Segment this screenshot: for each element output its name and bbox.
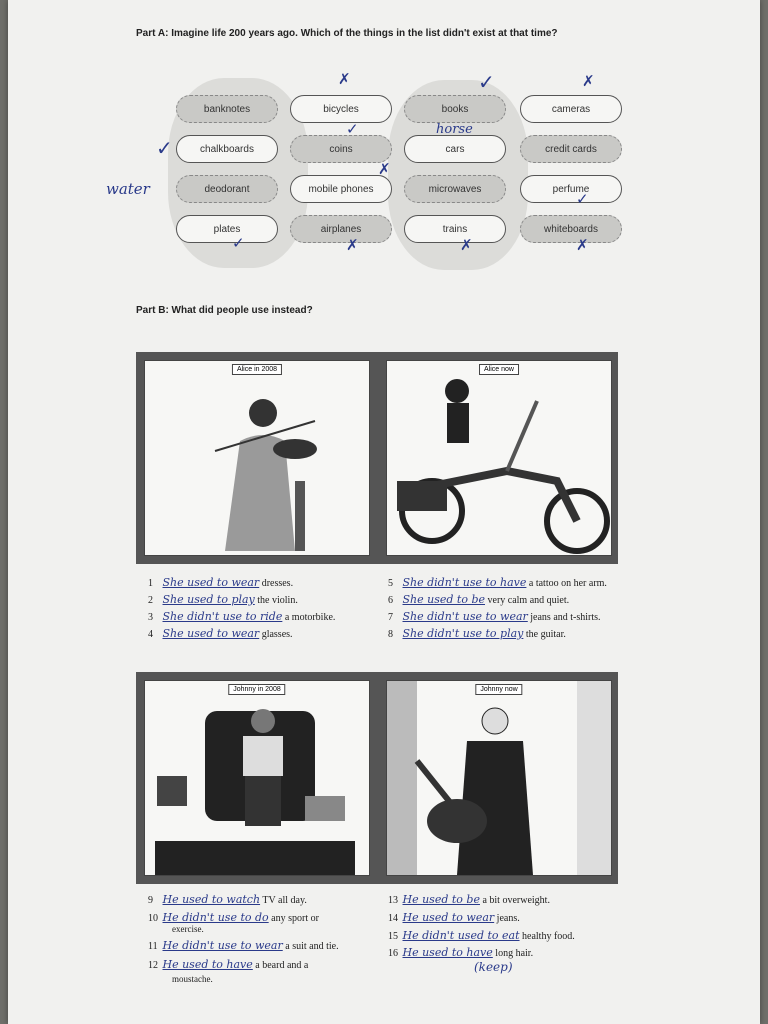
alice-2008-picture bbox=[144, 360, 370, 556]
sentence-number: 5 bbox=[388, 578, 393, 589]
sentence-10 bbox=[148, 911, 319, 924]
cross-mark-icon: ✗ bbox=[576, 236, 589, 254]
sentence-4 bbox=[148, 627, 293, 640]
check-mark-icon: ✓ bbox=[156, 136, 173, 160]
sentence-5 bbox=[388, 576, 607, 589]
sentence-number: 15 bbox=[388, 931, 398, 942]
sentence-text: the guitar. bbox=[525, 629, 566, 640]
sentence-8 bbox=[388, 627, 566, 640]
item-deodorant[interactable]: deodorant bbox=[176, 175, 278, 203]
item-books[interactable]: books bbox=[404, 95, 506, 123]
handwritten-horse: horse bbox=[436, 122, 473, 137]
answer-input[interactable]: She didn't use to ride bbox=[162, 610, 283, 623]
sentence-number: 1 bbox=[148, 578, 153, 589]
answer-input[interactable]: She used to wear bbox=[162, 576, 260, 589]
answer-input[interactable]: She used to play bbox=[162, 593, 255, 606]
sentence-number: 3 bbox=[148, 612, 153, 623]
johnny-now-caption: Johnny now bbox=[475, 684, 522, 695]
sentence-3 bbox=[148, 610, 335, 623]
alice-panel-strip bbox=[136, 352, 618, 564]
cross-mark-icon: ✗ bbox=[338, 70, 351, 88]
item-perfume[interactable]: perfume bbox=[520, 175, 622, 203]
item-cars[interactable]: cars bbox=[404, 135, 506, 163]
sentence-15 bbox=[388, 929, 575, 942]
sentence-text: a bit overweight. bbox=[482, 895, 550, 906]
sentence-9 bbox=[148, 893, 307, 906]
part-a-title: Part A: Imagine life 200 years ago. Which of the things in the list didn't exist at that time? bbox=[136, 28, 558, 39]
cross-mark-icon: ✗ bbox=[378, 160, 391, 178]
alice-now-picture bbox=[386, 360, 612, 556]
sentence-14 bbox=[388, 911, 520, 924]
johnny-2008-picture bbox=[144, 680, 370, 876]
sentence-7 bbox=[388, 610, 601, 623]
item-airplanes[interactable]: airplanes bbox=[290, 215, 392, 243]
johnny-2008-caption: Johnny in 2008 bbox=[228, 684, 285, 695]
sentence-text: a motorbike. bbox=[284, 612, 336, 623]
sentence-number: 10 bbox=[148, 913, 158, 924]
sentence-number: 2 bbox=[148, 595, 153, 606]
violinist-illustration bbox=[145, 361, 369, 555]
item-chalkboards[interactable]: chalkboards bbox=[176, 135, 278, 163]
johnny-now-picture bbox=[386, 680, 612, 876]
answer-input[interactable]: He used to wear bbox=[402, 911, 495, 924]
sentence-11 bbox=[148, 939, 339, 952]
answer-input[interactable]: He used to be bbox=[402, 893, 480, 906]
check-mark-icon: ✓ bbox=[576, 190, 589, 208]
cross-mark-icon: ✗ bbox=[582, 72, 595, 90]
item-microwaves[interactable]: microwaves bbox=[404, 175, 506, 203]
sentence-text: jeans and t-shirts. bbox=[530, 612, 601, 623]
sentence-text: a beard and a bbox=[255, 960, 309, 971]
sentence-text: moustache. bbox=[172, 974, 213, 984]
sentence-text: healthy food. bbox=[522, 931, 575, 942]
alice-now-caption: Alice now bbox=[479, 364, 519, 375]
sentence-text: dresses. bbox=[261, 578, 294, 589]
item-plates[interactable]: plates bbox=[176, 215, 278, 243]
answer-input[interactable]: He used to watch bbox=[162, 893, 261, 906]
sentence-number: 12 bbox=[148, 960, 158, 971]
sentence-12-cont bbox=[172, 974, 213, 984]
check-mark-icon: ✓ bbox=[232, 234, 245, 252]
sentence-text: long hair. bbox=[495, 948, 534, 959]
check-mark-icon: ✓ bbox=[346, 120, 359, 138]
sentence-12 bbox=[148, 958, 308, 971]
check-mark-icon: ✓ bbox=[478, 70, 495, 94]
sentence-number: 11 bbox=[148, 941, 158, 952]
item-credit-cards[interactable]: credit cards bbox=[520, 135, 622, 163]
item-banknotes[interactable]: banknotes bbox=[176, 95, 278, 123]
cross-mark-icon: ✗ bbox=[460, 236, 473, 254]
sentence-16 bbox=[388, 946, 533, 959]
sentence-number: 4 bbox=[148, 629, 153, 640]
johnny-panel-strip bbox=[136, 672, 618, 884]
sentence-number: 7 bbox=[388, 612, 393, 623]
businessman-illustration bbox=[387, 681, 611, 875]
sentence-text: any sport or bbox=[271, 913, 319, 924]
answer-input[interactable]: He used to have bbox=[402, 946, 493, 959]
item-cameras[interactable]: cameras bbox=[520, 95, 622, 123]
item-whiteboards[interactable]: whiteboards bbox=[520, 215, 622, 243]
sentence-10-cont bbox=[172, 924, 204, 934]
part-b-title: Part B: What did people use instead? bbox=[136, 305, 313, 316]
sentence-text: glasses. bbox=[261, 629, 293, 640]
cross-mark-icon: ✗ bbox=[346, 236, 359, 254]
sentence-number: 13 bbox=[388, 895, 398, 906]
answer-input[interactable]: She used to wear bbox=[162, 627, 260, 640]
sentence-text: the violin. bbox=[257, 595, 298, 606]
couch-illustration bbox=[145, 681, 369, 875]
sentence-text: TV all day. bbox=[262, 895, 307, 906]
sentence-number: 14 bbox=[388, 913, 398, 924]
handwritten-keep: (keep) bbox=[474, 960, 513, 974]
answer-input[interactable]: She didn't use to play bbox=[402, 627, 524, 640]
worksheet-page bbox=[8, 0, 760, 1024]
sentence-text: very calm and quiet. bbox=[487, 595, 570, 606]
answer-input[interactable]: He didn't used to eat bbox=[402, 929, 520, 942]
sentence-number: 8 bbox=[388, 629, 393, 640]
motorbike-illustration bbox=[387, 361, 611, 555]
sentence-13 bbox=[388, 893, 550, 906]
answer-input[interactable]: She didn't use to have bbox=[402, 576, 527, 589]
sentence-number: 16 bbox=[388, 948, 398, 959]
answer-input[interactable]: He used to have bbox=[162, 958, 253, 971]
sentence-number: 9 bbox=[148, 895, 153, 906]
alice-2008-caption: Alice in 2008 bbox=[232, 364, 282, 375]
answer-input[interactable]: He didn't use to wear bbox=[162, 939, 283, 952]
answer-input[interactable]: She used to be bbox=[402, 593, 485, 606]
item-bicycles[interactable]: bicycles bbox=[290, 95, 392, 123]
sentence-6 bbox=[388, 593, 569, 606]
sentence-text: a suit and tie. bbox=[285, 941, 339, 952]
answer-input[interactable]: He didn't use to do bbox=[162, 911, 269, 924]
sentence-1 bbox=[148, 576, 293, 589]
sentence-text: exercise. bbox=[172, 924, 204, 934]
handwritten-water: water bbox=[106, 180, 150, 198]
answer-input[interactable]: She didn't use to wear bbox=[402, 610, 528, 623]
item-coins[interactable]: coins bbox=[290, 135, 392, 163]
item-trains[interactable]: trains bbox=[404, 215, 506, 243]
sentence-text: a tattoo on her arm. bbox=[528, 578, 607, 589]
item-mobile-phones[interactable]: mobile phones bbox=[290, 175, 392, 203]
sentence-text: jeans. bbox=[496, 913, 520, 924]
sentence-2 bbox=[148, 593, 298, 606]
sentence-number: 6 bbox=[388, 595, 393, 606]
